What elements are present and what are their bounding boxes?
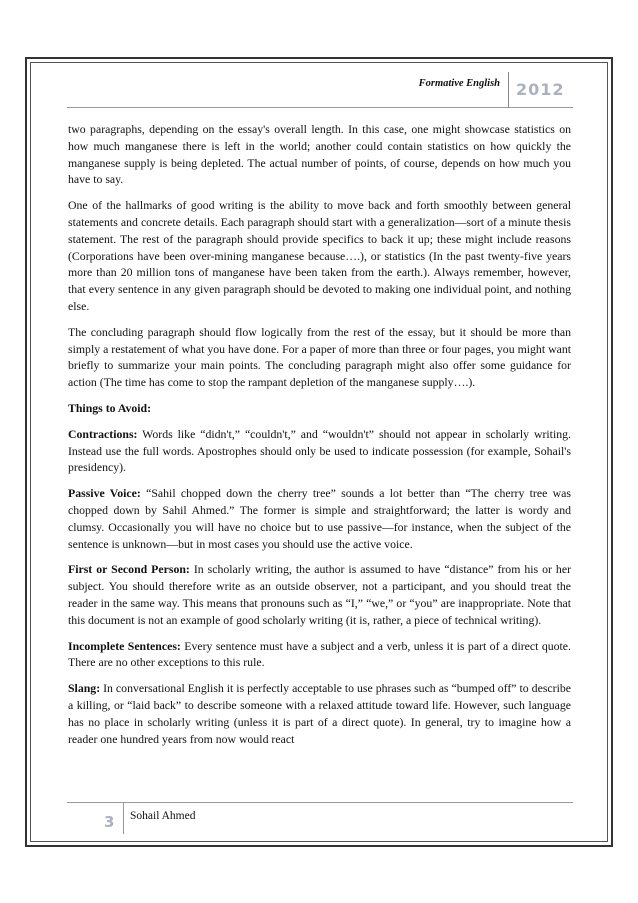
document-body: [68, 121, 571, 756]
term-heading: Slang:: [68, 681, 101, 696]
paragraph-text: Words like “didn't,” “couldn't,” and “wouldn't” should not appear in scholarly writing. Instead use the full words. Apostrophes should only be used to indicate possession (for example, Sohail's presidency).: [68, 426, 571, 475]
paragraph-passive-voice: [68, 485, 571, 552]
term-heading: Contractions:: [68, 426, 138, 441]
section-heading-text: Things to Avoid:: [68, 400, 152, 415]
paragraph: [68, 121, 571, 188]
paragraph-text: two paragraphs, depending on the essay's overall length. In this case, one might showcase statistics on how much manganese there is left in the world; another could contain statistics on how quickly the manganese supply is being depleted. The actual number of points, of course, depends on how much you have to say.: [68, 122, 571, 187]
term-heading: Passive Voice:: [68, 486, 141, 501]
header-year: 2012: [516, 80, 565, 99]
paragraph-slang: [68, 680, 571, 747]
section-heading: [68, 400, 571, 417]
term-heading: First or Second Person:: [68, 562, 190, 577]
paragraph-text: In conversational English it is perfectly acceptable to use phrases such as “bumped off” to describe a killing, or “laid back” to describe someone with a relaxed attitude toward life. However, such language has no place in scholarly writing (unless it is part of a direct quote). In general, try to imagine how a reader one hundred years from now would react: [68, 681, 571, 746]
header-title: Formative English: [418, 78, 500, 89]
footer-rule: [67, 802, 573, 803]
paragraph-text: In scholarly writing, the author is assumed to have “distance” from his or her subject. You should therefore write as an outside observer, not a participant, and you should treat the reader in the same way. This means that pronouns such as “I,” “we,” or “you” are inappropriate. Note that this document is not an example of good scholarly writing (it is, rather, a piece of technical writing).: [68, 562, 571, 627]
header-rule: [67, 107, 573, 108]
paragraph: [68, 324, 571, 391]
paragraph-contractions: [68, 426, 571, 476]
header-divider: [508, 72, 509, 108]
paragraph-incomplete: [68, 638, 571, 672]
paragraph: [68, 197, 571, 315]
paragraph-text: The concluding paragraph should flow logically from the rest of the essay, but it should be more than simply a restatement of what you have done. For a paper of more than three or four pages, you might want briefly to summarize your main points. The concluding paragraph might also offer some guidance for action (The time has come to stop the rampant depletion of the manganese supply….).: [68, 324, 571, 390]
term-heading: Incomplete Sentences:: [68, 638, 181, 653]
footer-author: Sohail Ahmed: [130, 810, 196, 822]
page-number: 3: [104, 813, 115, 831]
footer-divider: [123, 802, 124, 834]
paragraph-text: “Sahil chopped down the cherry tree” sounds a lot better than “The cherry tree was chopped down by Sahil Ahmed.” The former is simple and straightforward; the latter is wordy and clumsy. Occasionally you will have no choice but to use passive—for instance, when the subject of the sentence is unknown—but in most cases you should use the active voice.: [68, 486, 571, 551]
paragraph-text: One of the hallmarks of good writing is the ability to move back and forth smoothly between general statements and concrete details. Each paragraph should start with a generalization—sort of a minute thesis statement. The rest of the paragraph should provide specifics to back it up; these might include reasons (Corporations have been over-mining manganese because….), or statistics (In the past twenty-five years more than 20 million tons of manganese have been taken from the earth.). Always remember, however, that every sentence in any given paragraph should be devoted to making one individual point, and nothing else.: [68, 198, 571, 313]
paragraph-text: Every sentence must have a subject and a verb, unless it is part of a direct quote. There are no other exceptions to this rule.: [68, 638, 571, 670]
paragraph-person: [68, 561, 571, 628]
